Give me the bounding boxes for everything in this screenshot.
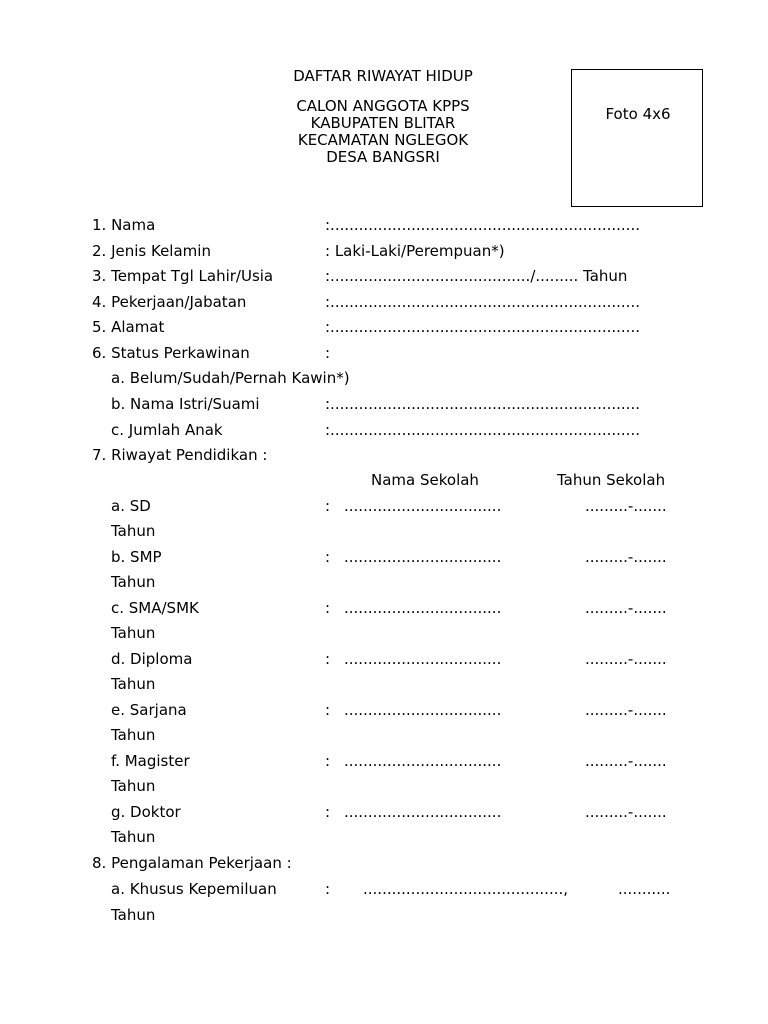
education-row xyxy=(0,802,768,822)
education-year-dots: .........-....... xyxy=(585,752,667,770)
education-level: d. Diploma xyxy=(111,650,193,668)
education-colon: : xyxy=(325,752,331,770)
education-colon: : xyxy=(325,548,331,566)
photo-box xyxy=(571,69,703,207)
experience-tahun: Tahun xyxy=(111,906,156,924)
education-year-dots: .........-....... xyxy=(585,497,667,515)
education-colon: : xyxy=(325,701,331,719)
education-level: g. Doktor xyxy=(111,803,181,821)
education-year-dots: .........-....... xyxy=(585,650,667,668)
field-label: c. Jumlah Anak xyxy=(111,421,223,439)
photo-label: Foto 4x6 xyxy=(605,105,671,123)
education-year-dots: .........-....... xyxy=(585,803,667,821)
education-row xyxy=(0,649,768,669)
field-row-status xyxy=(0,343,768,363)
field-value: :................................................................. xyxy=(325,421,640,439)
experience-colon: : xyxy=(325,880,331,898)
field-value: :................................................................. xyxy=(325,395,640,413)
education-row-tahun xyxy=(0,572,768,592)
education-tahun: Tahun xyxy=(111,828,156,846)
education-tahun: Tahun xyxy=(111,777,156,795)
education-row-tahun xyxy=(0,521,768,541)
subtitle-line-4: DESA BANGSRI xyxy=(326,148,440,166)
education-year-dots: .........-....... xyxy=(585,599,667,617)
education-school-dots: ................................. xyxy=(344,803,502,821)
experience-label: a. Khusus Kepemiluan xyxy=(111,880,277,898)
education-column-headers xyxy=(0,470,768,490)
education-row-tahun xyxy=(0,674,768,694)
subtitle-line-3: KECAMATAN NGLEGOK xyxy=(297,131,469,149)
column-header-year: Tahun Sekolah xyxy=(557,471,666,489)
field-label: 6. Status Perkawinan xyxy=(92,344,250,362)
education-tahun: Tahun xyxy=(111,726,156,744)
education-level: b. SMP xyxy=(111,548,162,566)
education-year-dots: .........-....... xyxy=(585,548,667,566)
field-label: 2. Jenis Kelamin xyxy=(92,242,211,260)
education-colon: : xyxy=(325,497,331,515)
education-tahun: Tahun xyxy=(111,624,156,642)
field-label: b. Nama Istri/Suami xyxy=(111,395,260,413)
field-value: : Laki-Laki/Perempuan*) xyxy=(325,242,505,260)
field-value: : xyxy=(325,344,331,362)
field-row-jenis-kelamin xyxy=(0,241,768,261)
education-year-dots: .........-....... xyxy=(585,701,667,719)
education-row xyxy=(0,547,768,567)
field-label: 4. Pekerjaan/Jabatan xyxy=(92,293,247,311)
education-school-dots: ................................. xyxy=(344,599,502,617)
field-value: :................................................................. xyxy=(325,293,640,311)
education-row xyxy=(0,700,768,720)
education-row-tahun xyxy=(0,827,768,847)
education-school-dots: ................................. xyxy=(344,752,502,770)
education-row-tahun xyxy=(0,623,768,643)
education-school-dots: ................................. xyxy=(344,650,502,668)
education-level: c. SMA/SMK xyxy=(111,599,199,617)
education-colon: : xyxy=(325,650,331,668)
education-school-dots: ................................. xyxy=(344,701,502,719)
field-row-status-a xyxy=(0,368,768,388)
experience-heading: 8. Pengalaman Pekerjaan : xyxy=(92,854,292,872)
subtitle-line-1: CALON ANGGOTA KPPS xyxy=(296,97,470,115)
field-value: :........................................../......... Tahun xyxy=(325,267,628,285)
education-level: a. SD xyxy=(111,497,151,515)
education-row xyxy=(0,598,768,618)
education-row-tahun xyxy=(0,776,768,796)
education-row xyxy=(0,496,768,516)
field-label: 3. Tempat Tgl Lahir/Usia xyxy=(92,267,274,285)
field-value: :................................................................. xyxy=(325,318,640,336)
experience-row-a-tahun xyxy=(0,905,768,925)
field-label: a. Belum/Sudah/Pernah Kawin*) xyxy=(111,369,350,387)
education-colon: : xyxy=(325,803,331,821)
experience-row-a xyxy=(0,879,768,899)
subtitle-line-2: KABUPATEN BLITAR xyxy=(310,114,456,132)
field-value: :................................................................. xyxy=(325,216,640,234)
education-heading: 7. Riwayat Pendidikan : xyxy=(92,446,268,464)
field-label: 5. Alamat xyxy=(92,318,165,336)
field-row-alamat xyxy=(0,317,768,337)
field-row-ttl xyxy=(0,266,768,286)
education-heading-row xyxy=(0,445,768,465)
education-level: e. Sarjana xyxy=(111,701,187,719)
column-header-school: Nama Sekolah xyxy=(371,471,479,489)
field-label: 1. Nama xyxy=(92,216,156,234)
education-row-tahun xyxy=(0,725,768,745)
education-tahun: Tahun xyxy=(111,522,156,540)
field-row-nama xyxy=(0,215,768,235)
education-tahun: Tahun xyxy=(111,573,156,591)
field-row-status-c xyxy=(0,420,768,440)
education-school-dots: ................................. xyxy=(344,548,502,566)
document-title: DAFTAR RIWAYAT HIDUP xyxy=(293,67,473,85)
education-school-dots: ................................. xyxy=(344,497,502,515)
experience-heading-row xyxy=(0,853,768,873)
field-row-pekerjaan xyxy=(0,292,768,312)
education-level: f. Magister xyxy=(111,752,190,770)
field-row-status-b xyxy=(0,394,768,414)
education-tahun: Tahun xyxy=(111,675,156,693)
experience-dots-1: .........................................., xyxy=(363,880,569,898)
experience-dots-2: ........... xyxy=(618,880,671,898)
education-row xyxy=(0,751,768,771)
education-colon: : xyxy=(325,599,331,617)
